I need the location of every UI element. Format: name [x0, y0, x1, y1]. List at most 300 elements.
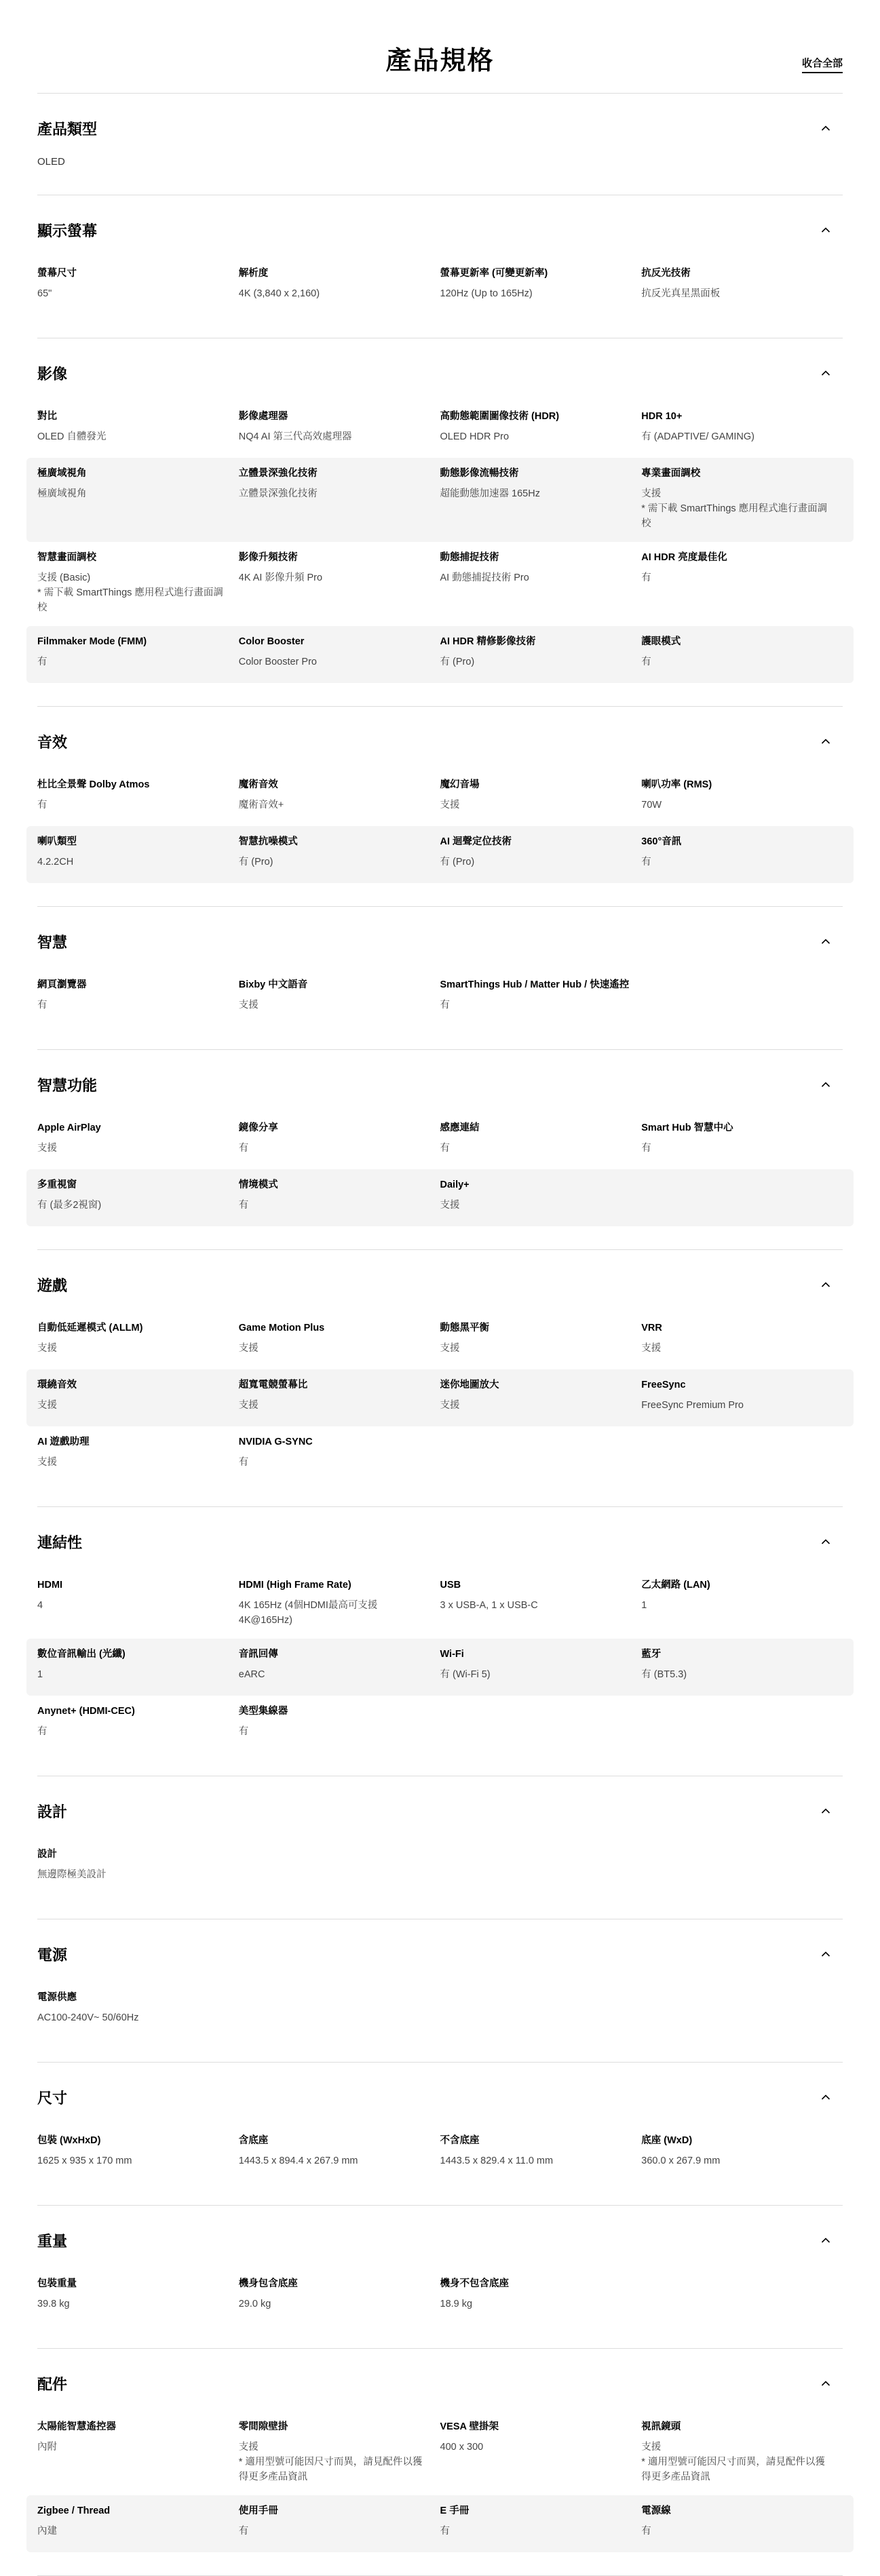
spec-item — [239, 1435, 440, 1472]
spec-label: 螢幕更新率 (可變更新率) — [440, 268, 548, 279]
spec-label: AI 遊戲助理 — [37, 1437, 90, 1447]
chevron-up-icon[interactable] — [821, 225, 830, 235]
spec-item — [641, 2503, 843, 2541]
spec-value: 1625 x 935 x 170 mm — [37, 2155, 132, 2166]
spec-value: 4K AI 影像升頻 Pro — [238, 572, 323, 583]
spec-value: OLED HDR Pro — [440, 431, 510, 442]
spec-row — [26, 1569, 854, 1639]
spec-value: 有 — [238, 1726, 249, 1737]
spec-label: HDMI (High Frame Rate) — [238, 1580, 351, 1591]
spec-value: 有 — [641, 1143, 651, 1154]
spec-item — [239, 1378, 440, 1416]
spec-label: Smart Hub 智慧中心 — [641, 1123, 733, 1133]
spec-item — [641, 777, 843, 815]
spec-label: 抗反光技術 — [641, 268, 691, 279]
section-header[interactable] — [37, 1250, 843, 1312]
page-title: 產品規格 — [385, 47, 495, 75]
spec-section — [37, 707, 843, 907]
spec-item — [37, 1378, 239, 1416]
spec-label: 底座 (WxD) — [641, 2135, 693, 2146]
chevron-up-icon[interactable] — [821, 737, 830, 746]
section-title: 設計 — [37, 1803, 68, 1820]
chevron-up-icon[interactable] — [821, 1806, 830, 1816]
spec-value: 4K 165Hz (4個HDMI最高可支援4K@165Hz) — [238, 1600, 378, 1626]
spec-value: 有 — [440, 1143, 450, 1154]
chevron-up-icon[interactable] — [821, 1949, 830, 1959]
spec-label: Daily+ — [440, 1179, 470, 1190]
spec-label: 護眼模式 — [641, 636, 681, 647]
spec-value: 有 (Pro) — [440, 857, 475, 867]
spec-item — [37, 466, 239, 531]
section-header[interactable] — [37, 94, 843, 156]
spec-label: NVIDIA G-SYNC — [238, 1437, 313, 1447]
spec-label: AI HDR 亮度最佳化 — [641, 552, 727, 563]
spec-value: 有 — [37, 1726, 47, 1737]
spec-value: 支援 — [440, 1400, 460, 1411]
spec-value: 支援 (Basic) * 需下載 SmartThings 應用程式進行畫面調校 — [37, 572, 223, 613]
spec-item — [37, 1647, 239, 1685]
spec-section — [37, 1507, 843, 1776]
spec-item — [440, 1378, 642, 1416]
spec-value: 支援 — [440, 1200, 460, 1211]
spec-item — [641, 266, 843, 304]
spec-value: 有 — [238, 1457, 249, 1468]
spec-label: 喇叭功率 (RMS) — [641, 779, 712, 790]
spec-value: NQ4 AI 第三代高效處理器 — [238, 431, 352, 442]
section-header[interactable] — [37, 1776, 843, 1839]
spec-item — [440, 466, 642, 531]
spec-value: 有 — [37, 800, 47, 811]
section-title: 遊戲 — [37, 1277, 68, 1294]
spec-value: 支援 — [37, 1400, 57, 1411]
section-header[interactable] — [37, 195, 843, 258]
spec-value: 400 x 300 — [440, 2442, 484, 2453]
spec-item — [37, 634, 239, 672]
spec-item — [37, 2133, 239, 2171]
spec-item — [37, 1704, 239, 1742]
spec-item — [440, 2419, 642, 2484]
spec-item — [239, 1847, 440, 1885]
spec-label: 影像升頻技術 — [238, 552, 298, 563]
spec-label: SmartThings Hub / Matter Hub / 快速遙控 — [440, 979, 630, 990]
chevron-up-icon[interactable] — [821, 123, 830, 133]
spec-label: 機身不包含底座 — [440, 2278, 509, 2289]
spec-value: 4.2.2CH — [37, 857, 74, 867]
spec-value: 有 — [641, 857, 651, 867]
spec-item — [641, 634, 843, 672]
spec-label: 零間隙壁掛 — [238, 2421, 288, 2432]
spec-label: 藍牙 — [641, 1649, 662, 1660]
spec-value: 有 (Pro) — [440, 657, 475, 667]
spec-item — [440, 1177, 642, 1215]
spec-row — [26, 1982, 854, 2039]
section-header[interactable] — [37, 1507, 843, 1569]
spec-item — [37, 1847, 239, 1885]
spec-value: 立體景深強化技術 — [238, 488, 318, 499]
spec-item — [440, 777, 642, 815]
spec-item — [440, 550, 642, 615]
spec-item — [37, 977, 239, 1015]
spec-row — [26, 2495, 854, 2552]
spec-item — [239, 2503, 440, 2541]
spec-item — [37, 550, 239, 615]
spec-item — [239, 1990, 440, 2028]
spec-label: 高動態範圍圖像技術 (HDR) — [440, 411, 560, 422]
spec-value: 18.9 kg — [440, 2299, 473, 2309]
spec-value: Color Booster Pro — [238, 657, 317, 667]
spec-item — [239, 1647, 440, 1685]
spec-row — [26, 1312, 854, 1369]
spec-label: 乙太網路 (LAN) — [641, 1580, 710, 1591]
spec-label: 極廣域視角 — [37, 468, 87, 479]
spec-value: 有 (最多2視窗) — [37, 1200, 102, 1211]
section-title: 智慧 — [37, 934, 68, 951]
spec-section — [37, 2349, 843, 2576]
spec-item — [440, 634, 642, 672]
spec-label: VESA 壁掛架 — [440, 2421, 499, 2432]
spec-row — [26, 1169, 854, 1226]
spec-label: 設計 — [37, 1849, 57, 1860]
spec-value: 39.8 kg — [37, 2299, 70, 2309]
spec-item — [641, 2133, 843, 2171]
spec-label: 智慧抗噪模式 — [238, 836, 298, 847]
spec-value: 29.0 kg — [238, 2299, 271, 2309]
spec-label: 電源線 — [641, 2505, 671, 2516]
spec-item — [37, 2276, 239, 2314]
spec-item — [239, 266, 440, 304]
spec-value: 有 — [641, 572, 651, 583]
section-value: OLED — [37, 156, 65, 168]
spec-label: 影像處理器 — [238, 411, 288, 422]
spec-label: 感應連結 — [440, 1123, 480, 1133]
spec-value: 魔術音效+ — [238, 800, 284, 811]
spec-item — [641, 977, 843, 1015]
spec-item — [239, 2133, 440, 2171]
spec-label: 動態黑平衡 — [440, 1323, 489, 1333]
spec-item — [440, 409, 642, 447]
spec-value: AI 動態捕捉技術 Pro — [440, 572, 529, 583]
spec-item — [239, 634, 440, 672]
section-title: 產品類型 — [37, 121, 98, 138]
spec-item — [239, 834, 440, 872]
spec-row — [26, 1839, 854, 1896]
chevron-up-icon[interactable] — [821, 1537, 830, 1546]
section-header[interactable] — [37, 1050, 843, 1112]
spec-value: 內附 — [37, 2442, 57, 2453]
spec-item — [641, 2276, 843, 2314]
spec-item — [440, 2503, 642, 2541]
spec-item — [641, 834, 843, 872]
spec-value: 有 (Pro) — [238, 857, 273, 867]
spec-row — [26, 826, 854, 883]
spec-item — [440, 834, 642, 872]
spec-value: 支援 * 需下載 SmartThings 應用程式進行畫面調校 — [641, 488, 828, 529]
section-title: 電源 — [37, 1947, 68, 1964]
spec-item — [37, 1435, 239, 1472]
spec-item — [37, 777, 239, 815]
spec-item — [239, 409, 440, 447]
spec-value: 極廣域視角 — [37, 488, 87, 499]
spec-label: 含底座 — [238, 2135, 269, 2146]
spec-row — [26, 1639, 854, 1696]
chevron-up-icon[interactable] — [821, 2092, 830, 2102]
page-header — [37, 0, 843, 94]
spec-value: 超能動態加速器 165Hz — [440, 488, 540, 499]
spec-label: VRR — [641, 1323, 662, 1333]
spec-item — [641, 2419, 843, 2484]
section-header[interactable] — [37, 907, 843, 969]
chevron-up-icon[interactable] — [821, 1280, 830, 1289]
spec-section — [37, 338, 843, 707]
section-header[interactable] — [37, 1919, 843, 1982]
spec-label: 環繞音效 — [37, 1380, 77, 1390]
spec-value: FreeSync Premium Pro — [641, 1400, 744, 1411]
spec-value: 1443.5 x 829.4 x 11.0 mm — [440, 2155, 554, 2166]
spec-item — [641, 1120, 843, 1158]
spec-label: 太陽能智慧遙控器 — [37, 2421, 116, 2432]
spec-item — [440, 2133, 642, 2171]
spec-item — [641, 409, 843, 447]
spec-label: 多重視窗 — [37, 1179, 77, 1190]
spec-item — [440, 977, 642, 1015]
spec-item — [239, 466, 440, 531]
spec-value: 支援 — [37, 1343, 57, 1354]
spec-value: 有 — [641, 2526, 651, 2537]
spec-item — [37, 2503, 239, 2541]
section-header[interactable] — [37, 2063, 843, 2125]
spec-row — [26, 1369, 854, 1426]
spec-value: 支援 — [440, 1343, 460, 1354]
spec-item — [37, 266, 239, 304]
section-header[interactable] — [37, 2206, 843, 2268]
spec-row — [26, 769, 854, 826]
spec-item — [239, 2276, 440, 2314]
spec-section — [37, 1776, 843, 1919]
spec-row — [26, 1112, 854, 1169]
spec-value: 支援 — [238, 1400, 259, 1411]
spec-label: 數位音訊輸出 (光纖) — [37, 1649, 126, 1660]
section-header[interactable] — [37, 2349, 843, 2411]
spec-label: 解析度 — [238, 268, 269, 279]
chevron-up-icon[interactable] — [821, 368, 830, 378]
spec-item — [440, 1847, 642, 1885]
spec-label: 網頁瀏覽器 — [37, 979, 87, 990]
spec-item — [641, 466, 843, 531]
spec-label: 包裝 (WxHxD) — [37, 2135, 101, 2146]
spec-item — [239, 1120, 440, 1158]
spec-label: Bixby 中文語音 — [238, 979, 308, 990]
spec-section — [37, 94, 843, 195]
section-title: 智慧功能 — [37, 1077, 98, 1094]
spec-label: Zigbee / Thread — [37, 2505, 111, 2516]
spec-value: AC100-240V~ 50/60Hz — [37, 2012, 139, 2023]
spec-label: 使用手冊 — [238, 2505, 278, 2516]
section-title: 配件 — [37, 2376, 68, 2393]
spec-label: HDR 10+ — [641, 411, 683, 422]
spec-item — [641, 1578, 843, 1628]
spec-value: 支援 — [641, 1343, 662, 1354]
spec-section — [37, 907, 843, 1050]
spec-section — [37, 2063, 843, 2206]
spec-section — [37, 1250, 843, 1507]
section-title: 顯示螢幕 — [37, 222, 98, 239]
spec-item — [239, 1578, 440, 1628]
spec-value: 120Hz (Up to 165Hz) — [440, 288, 533, 299]
spec-row — [26, 2125, 854, 2182]
spec-value: 無邊際極美設計 — [37, 1869, 107, 1880]
spec-item — [641, 550, 843, 615]
spec-value: 支援 — [238, 1000, 259, 1011]
spec-value: 有 (ADAPTIVE/ GAMING) — [641, 431, 755, 442]
spec-label: HDMI — [37, 1580, 63, 1591]
spec-value: 支援 * 適用型號可能因尺寸而異，請見配件以獲得更多產品資訊 — [641, 2442, 825, 2482]
spec-row — [26, 258, 854, 315]
spec-item — [37, 1321, 239, 1359]
spec-label: AI HDR 精修影像技術 — [440, 636, 536, 647]
spec-item — [37, 1578, 239, 1628]
spec-label: 杜比全景聲 Dolby Atmos — [37, 779, 150, 790]
spec-label: 魔幻音場 — [440, 779, 480, 790]
spec-item — [440, 1578, 642, 1628]
spec-row — [26, 626, 854, 683]
spec-row — [26, 2268, 854, 2325]
spec-value: 支援 — [37, 1143, 57, 1154]
spec-label: 美型集線器 — [238, 1706, 288, 1717]
spec-label: 自動低延遲模式 (ALLM) — [37, 1323, 143, 1333]
spec-label: 動態影像流暢技術 — [440, 468, 519, 479]
spec-label: AI 迴聲定位技術 — [440, 836, 512, 847]
spec-row — [26, 969, 854, 1026]
spec-label: 機身包含底座 — [238, 2278, 298, 2289]
collapse-all-link[interactable]: 收合全部 — [802, 56, 843, 73]
spec-value: 1 — [641, 1600, 647, 1611]
spec-label: 鏡像分享 — [238, 1123, 278, 1133]
spec-value: 支援 — [238, 1343, 259, 1354]
chevron-up-icon[interactable] — [821, 937, 830, 946]
spec-value: 有 — [238, 2526, 249, 2537]
chevron-up-icon[interactable] — [821, 1080, 830, 1089]
spec-label: 動態捕捉技術 — [440, 552, 499, 563]
spec-section — [37, 1050, 843, 1250]
section-title: 重量 — [37, 2233, 68, 2250]
spec-value: 有 — [641, 657, 651, 667]
spec-value: 抗反光真星黑面板 — [641, 288, 721, 299]
spec-label: Apple AirPlay — [37, 1123, 101, 1133]
spec-value: OLED 自體發光 — [37, 431, 107, 442]
spec-value: eARC — [238, 1669, 265, 1680]
spec-value: 1443.5 x 894.4 x 267.9 mm — [238, 2155, 358, 2166]
chevron-up-icon[interactable] — [821, 2379, 830, 2388]
spec-item — [440, 1321, 642, 1359]
spec-label: Game Motion Plus — [238, 1323, 325, 1333]
spec-label: FreeSync — [641, 1380, 686, 1390]
spec-item — [641, 1847, 843, 1885]
spec-item — [641, 1990, 843, 2028]
spec-item — [641, 1177, 843, 1215]
spec-label: 音訊回傳 — [238, 1649, 278, 1660]
spec-value: 有 — [440, 2526, 450, 2537]
spec-label: 360°音訊 — [641, 836, 682, 847]
section-header[interactable] — [37, 707, 843, 769]
spec-value: 支援 — [37, 1457, 57, 1468]
spec-item — [239, 550, 440, 615]
section-title: 影像 — [37, 366, 68, 383]
spec-label: 螢幕尺寸 — [37, 268, 77, 279]
spec-item — [239, 977, 440, 1015]
spec-item — [641, 1435, 843, 1472]
spec-row — [26, 2411, 854, 2495]
spec-label: 迷你地圖放大 — [440, 1380, 499, 1390]
spec-item — [239, 1704, 440, 1742]
spec-label: Anynet+ (HDMI-CEC) — [37, 1706, 135, 1717]
spec-value: 70W — [641, 800, 662, 811]
spec-value: 3 x USB-A, 1 x USB-C — [440, 1600, 538, 1611]
spec-label: 包裝重量 — [37, 2278, 77, 2289]
spec-value: 有 — [238, 1200, 249, 1211]
spec-item — [440, 2276, 642, 2314]
chevron-up-icon[interactable] — [821, 2236, 830, 2245]
spec-value: 有 — [440, 1000, 450, 1011]
spec-row — [26, 458, 854, 542]
spec-section — [37, 2206, 843, 2349]
spec-item — [440, 1120, 642, 1158]
spec-value: 4K (3,840 x 2,160) — [238, 288, 320, 299]
spec-value: 支援 * 適用型號可能因尺寸而異，請見配件以獲得更多產品資訊 — [238, 2442, 423, 2482]
spec-label: E 手冊 — [440, 2505, 470, 2516]
spec-value: 內建 — [37, 2526, 57, 2537]
spec-label: Filmmaker Mode (FMM) — [37, 636, 147, 647]
section-header[interactable] — [37, 338, 843, 401]
spec-item — [239, 1321, 440, 1359]
spec-value: 有 (BT5.3) — [641, 1669, 687, 1680]
section-title: 連結性 — [37, 1534, 83, 1551]
spec-item — [440, 1435, 642, 1472]
spec-item — [37, 834, 239, 872]
spec-label: 立體景深強化技術 — [238, 468, 318, 479]
spec-value: 支援 — [440, 800, 460, 811]
spec-item — [37, 2419, 239, 2484]
spec-value: 360.0 x 267.9 mm — [641, 2155, 721, 2166]
spec-item — [641, 1647, 843, 1685]
spec-item — [641, 1704, 843, 1742]
spec-item — [37, 1990, 239, 2028]
spec-label: Wi-Fi — [440, 1649, 464, 1660]
spec-label: Color Booster — [238, 636, 305, 647]
spec-item — [440, 1647, 642, 1685]
spec-item — [440, 1990, 642, 2028]
spec-value: 有 — [238, 1143, 249, 1154]
spec-value: 65" — [37, 288, 52, 299]
spec-label: 魔術音效 — [238, 779, 278, 790]
spec-label: 不含底座 — [440, 2135, 480, 2146]
spec-item — [239, 1177, 440, 1215]
spec-row — [26, 542, 854, 626]
section-title: 尺寸 — [37, 2090, 68, 2107]
spec-value: 4 — [37, 1600, 43, 1611]
spec-label: 對比 — [37, 411, 57, 422]
spec-item — [641, 1378, 843, 1416]
spec-row — [26, 1696, 854, 1753]
spec-item — [239, 2419, 440, 2484]
spec-label: 智慧畫面調校 — [37, 552, 96, 563]
section-title: 音效 — [37, 734, 68, 751]
spec-label: 視訊鏡頭 — [641, 2421, 681, 2432]
spec-value: 有 — [37, 657, 47, 667]
spec-item — [440, 266, 642, 304]
spec-value: 有 — [37, 1000, 47, 1011]
spec-item — [37, 1177, 239, 1215]
spec-label: USB — [440, 1580, 461, 1591]
